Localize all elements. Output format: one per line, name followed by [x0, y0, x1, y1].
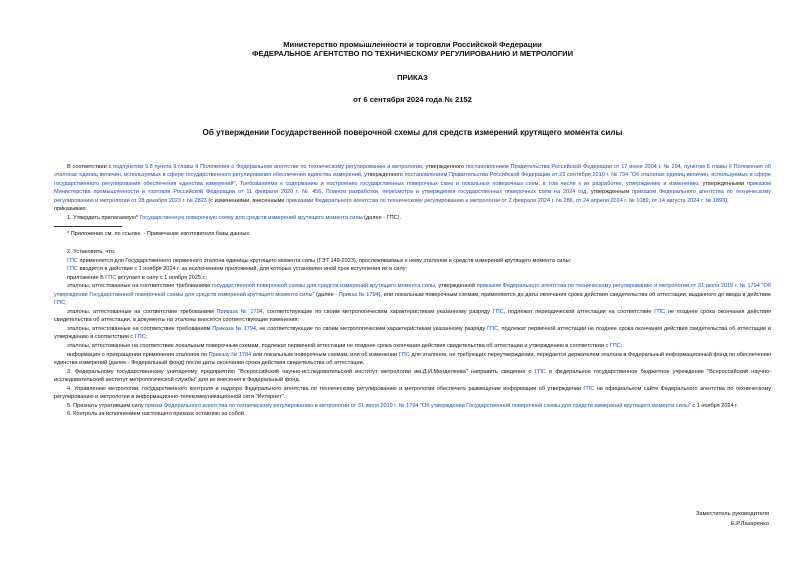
text: , утвержденного: [422, 163, 466, 170]
text: , подлежат периодической аттестации на соответствие: [503, 308, 655, 315]
document-body: [54, 163, 771, 419]
text: вводится в действие с 1 ноября 2024 г. за исключением приложений, для которых установлен иной срок вступления их в силу;: [78, 266, 408, 273]
item-2-paragraph: [54, 274, 771, 283]
text: В соответствии с: [67, 163, 114, 170]
text: эталоны, аттестованные на соответствие локальным поверочным схемам, подлежат первичной аттестации не позднее срока окончания действия свидетельства об аттестации и утверждению в соответствии с: [67, 342, 610, 349]
text: приложение Б: [67, 274, 106, 281]
link-order-286[interactable]: приказами Федерального агентства по техническому регулированию и метрологии от 2 февраля 2024 г. № 286: [285, 197, 573, 204]
link-gps[interactable]: ГПС: [487, 325, 499, 332]
signature-block: [696, 509, 769, 529]
link-gps[interactable]: ГПС: [492, 308, 504, 315]
ministry-name: Министерство промышленности и торговли Российской Федерации: [283, 40, 542, 49]
text: ,: [680, 163, 685, 170]
text: эталоны, аттестованные на соответствие требованиям: [67, 308, 217, 315]
item-6: 6. Контроль за исполнением настоящего приказа оставляю за собой.: [67, 411, 246, 418]
text: , утвержденной: [435, 283, 477, 290]
text: или локальным поверочным схемам, или об изменении: [251, 351, 399, 358]
text: вступает в силу с 1 ноября 2025 г.;: [116, 274, 207, 281]
text: (далее - ГПС).: [362, 214, 401, 221]
link-order-1794-repeal[interactable]: приказ Федерального агентства по техническому регулированию и метрологии от 31 июля 2019 г. № 1794 "Об утверждении Государственной поверочной схемы для средств измерений крутящего момента силы": [145, 402, 691, 409]
text: с 1 ноября 2024 г.: [690, 402, 739, 409]
text: эталоны, аттестованные на соответствие требованиям: [67, 325, 213, 332]
link-gps[interactable]: ГПС: [583, 385, 595, 392]
text: ;: [65, 300, 67, 307]
item-2-paragraph: [54, 308, 771, 325]
text: на официальном сайте Федерального агентства по техническому регулированию и метрологии в информационно-телекоммуникационной сети "Интернет".: [54, 385, 771, 401]
text: информация о прекращении применения эталонов по: [67, 351, 209, 358]
link-order-1794[interactable]: Приказ № 1794: [338, 291, 379, 298]
item-1: [54, 214, 771, 223]
text: в федеральное государственное бюджетное учреждение "Всероссийский научно-исследовательский институт метрологической службы" для их внесения в Федеральный фонд.: [54, 368, 771, 384]
item-4: [54, 385, 771, 402]
footnote: * Приложение см. по ссылке. - Примечание изготовителя базы данных.: [67, 231, 251, 238]
text: применяется для Государственного первичного эталона единицы крутящего момента силы (ГЭТ 149-2023), прослеживаемых к нему эталонов и средств измерений крутящего момента силы;: [78, 257, 572, 264]
text: 1. Утвердить прилагаемую*: [67, 214, 140, 221]
link-government-decree-294[interactable]: постановлением Правительства Российской Федерации от 17 июня 2004 г. № 294: [465, 163, 681, 170]
link-gps[interactable]: ГПС: [67, 266, 78, 273]
document-header: [54, 40, 771, 59]
text: (с изменениями, внесенными: [206, 197, 286, 204]
link-gps[interactable]: ГПС: [398, 351, 410, 358]
item-2-paragraph: [54, 351, 771, 368]
text: , утвержденными: [698, 180, 747, 187]
preamble-paragraph: [54, 163, 771, 206]
text: ;: [145, 334, 148, 341]
text: , подлежат первичной аттестации не позднее срока окончания действия свидетельства об аттестации и утверждению в соответствии с: [54, 325, 771, 341]
link-order-1794-full[interactable]: приказом Федерального агентства по техническому регулированию и метрологии от 31 июля 2019 г. № 1794 "Об утверждении Государственной поверочной схемы для средств измерений крутящего момента силы": [54, 283, 771, 298]
document-title: Об утверждении Государственной поверочной схемы для средств измерений крутящего момента силы: [202, 127, 623, 137]
link-order-1089[interactable]: от 24 апреля 2024 г. № 1089: [575, 197, 649, 204]
agency-name: ФЕДЕРАЛЬНОЕ АГЕНТСТВО ПО ТЕХНИЧЕСКОМУ РЕГУЛИРОВАНИЮ И МЕТРОЛОГИИ: [251, 49, 574, 59]
text: 5. Признать утратившим силу: [67, 402, 146, 409]
signatory-name: Е.Р.Лазаренко: [730, 521, 769, 527]
text: не позднее срока окончания действия свидетельства об аттестации, в документы на эталоны вносятся соответствующие изменения;: [54, 308, 772, 324]
footnote-divider: [54, 226, 122, 227]
link-plan-2024[interactable]: Планом разработки, пересмотра и утверждения государственных поверочных схем на 2024 год: [325, 189, 587, 196]
item-3: [54, 368, 771, 385]
link-gps[interactable]: ГПС: [105, 274, 117, 281]
link-gps[interactable]: ГПС: [654, 308, 666, 315]
text: , не соответствующие по своим метрологическим характеристикам указанному разряду: [255, 325, 488, 332]
text: ), или локальным поверочным схемам, применяются до даты окончания срока действия свидетельства об аттестации, выданного до ввода в действие: [378, 291, 771, 298]
item-2-paragraph: [54, 265, 771, 274]
order-date: от 6 сентября 2024 года № 2152: [353, 94, 472, 104]
link-standards-regulation[interactable]: пунктом 6 главы II Положения об эталонах единиц величин, используемых в сфере государственного регулирования обеспечения единства измерений: [54, 163, 771, 179]
order-verb: приказываю:: [54, 206, 87, 213]
item-2-paragraph: [54, 257, 771, 266]
text: ,: [572, 197, 576, 204]
text: (далее -: [314, 291, 339, 298]
link-order-1893[interactable]: от 14 августа 2024 г. № 1893: [651, 197, 726, 204]
item-2-paragraph: [54, 282, 771, 308]
item-5: [54, 402, 771, 411]
link-gps-schema[interactable]: Государственную поверочную схему для средств измерений крутящего момента силы: [139, 214, 363, 221]
text: эталоны, аттестованные на соответствие требованиям: [67, 283, 212, 290]
signatory-position: Заместитель руководителя: [695, 511, 769, 517]
link-order-1794[interactable]: Приказа № 1794: [216, 308, 263, 315]
text: ;: [620, 342, 623, 349]
text: , соответствующие по своим метрологическим характеристикам указанному разряду: [262, 308, 493, 315]
link-gps[interactable]: ГПС: [609, 342, 621, 349]
link-order-1794[interactable]: Приказа № 1794: [212, 325, 256, 332]
link-gps[interactable]: ГПС: [134, 334, 146, 341]
link-gps[interactable]: ГПС: [534, 368, 546, 375]
link-order-1794[interactable]: Приказу № 1794: [208, 351, 252, 358]
link-order-2823[interactable]: приказом Федерального агентства по техническому регулированию и метрологии от 28 декабря 2023 г. № 2823: [54, 189, 772, 204]
item-2-title: 2. Установить, что:: [67, 248, 116, 255]
link-old-schema[interactable]: государственной поверочной схемы для средств измерений крутящего момента силы: [211, 283, 436, 290]
link-requirements[interactable]: Требованиями к содержанию и построению государственных поверочных схем и локальных поверочных схем, в том числе к их разработке, утверждению и изменению: [239, 180, 699, 187]
item-2-paragraph: [54, 342, 771, 351]
link-ministry-order-456[interactable]: приказом Министерства промышленности и торговли Российской Федерации от 11 февраля 2020 г. № 456: [54, 180, 771, 196]
text: для эталонов, не требующих переутверждения, передается держателем эталона в Федеральный информационный фонд по обеспечению единства измерений (далее - Федеральный фонд) после даты окончания срока действия свидетельства об аттестации.: [54, 351, 771, 367]
text: 3. Федеральному государственному унитарному предприятию "Всероссийский научно-исследовательский институт метрологии им.Д.И.Менделеева" направить сведения о: [67, 368, 535, 375]
text: ),: [725, 197, 729, 204]
item-2-paragraph: [54, 325, 771, 342]
link-government-decree-734[interactable]: постановлением Правительства Российской Федерации от 23 сентября 2010 г. № 734 "Об эталонах единиц величин, используемых в сфере государственного регулирования обеспечения единства измерений": [54, 172, 771, 187]
text: ,: [235, 180, 240, 187]
text: ,: [321, 189, 326, 196]
link-gps[interactable]: ГПС: [54, 300, 65, 307]
link-regulation-clause[interactable]: подпунктом 9.8 пункта 9 главы II Положения о Федеральном агентстве по техническому регулированию и метрологии: [113, 163, 423, 170]
text: , утвержденным: [586, 189, 633, 196]
text: , утвержденного: [360, 172, 405, 179]
order-heading: ПРИКАЗ: [397, 72, 428, 82]
text: ,: [648, 197, 652, 204]
link-gps[interactable]: ГПС: [67, 257, 78, 264]
text: 4. Управлению метрологии, государственного контроля и надзора Федерального агентства по техническому регулированию и метрологии обеспечить размещение информации об утверждении: [67, 385, 584, 392]
